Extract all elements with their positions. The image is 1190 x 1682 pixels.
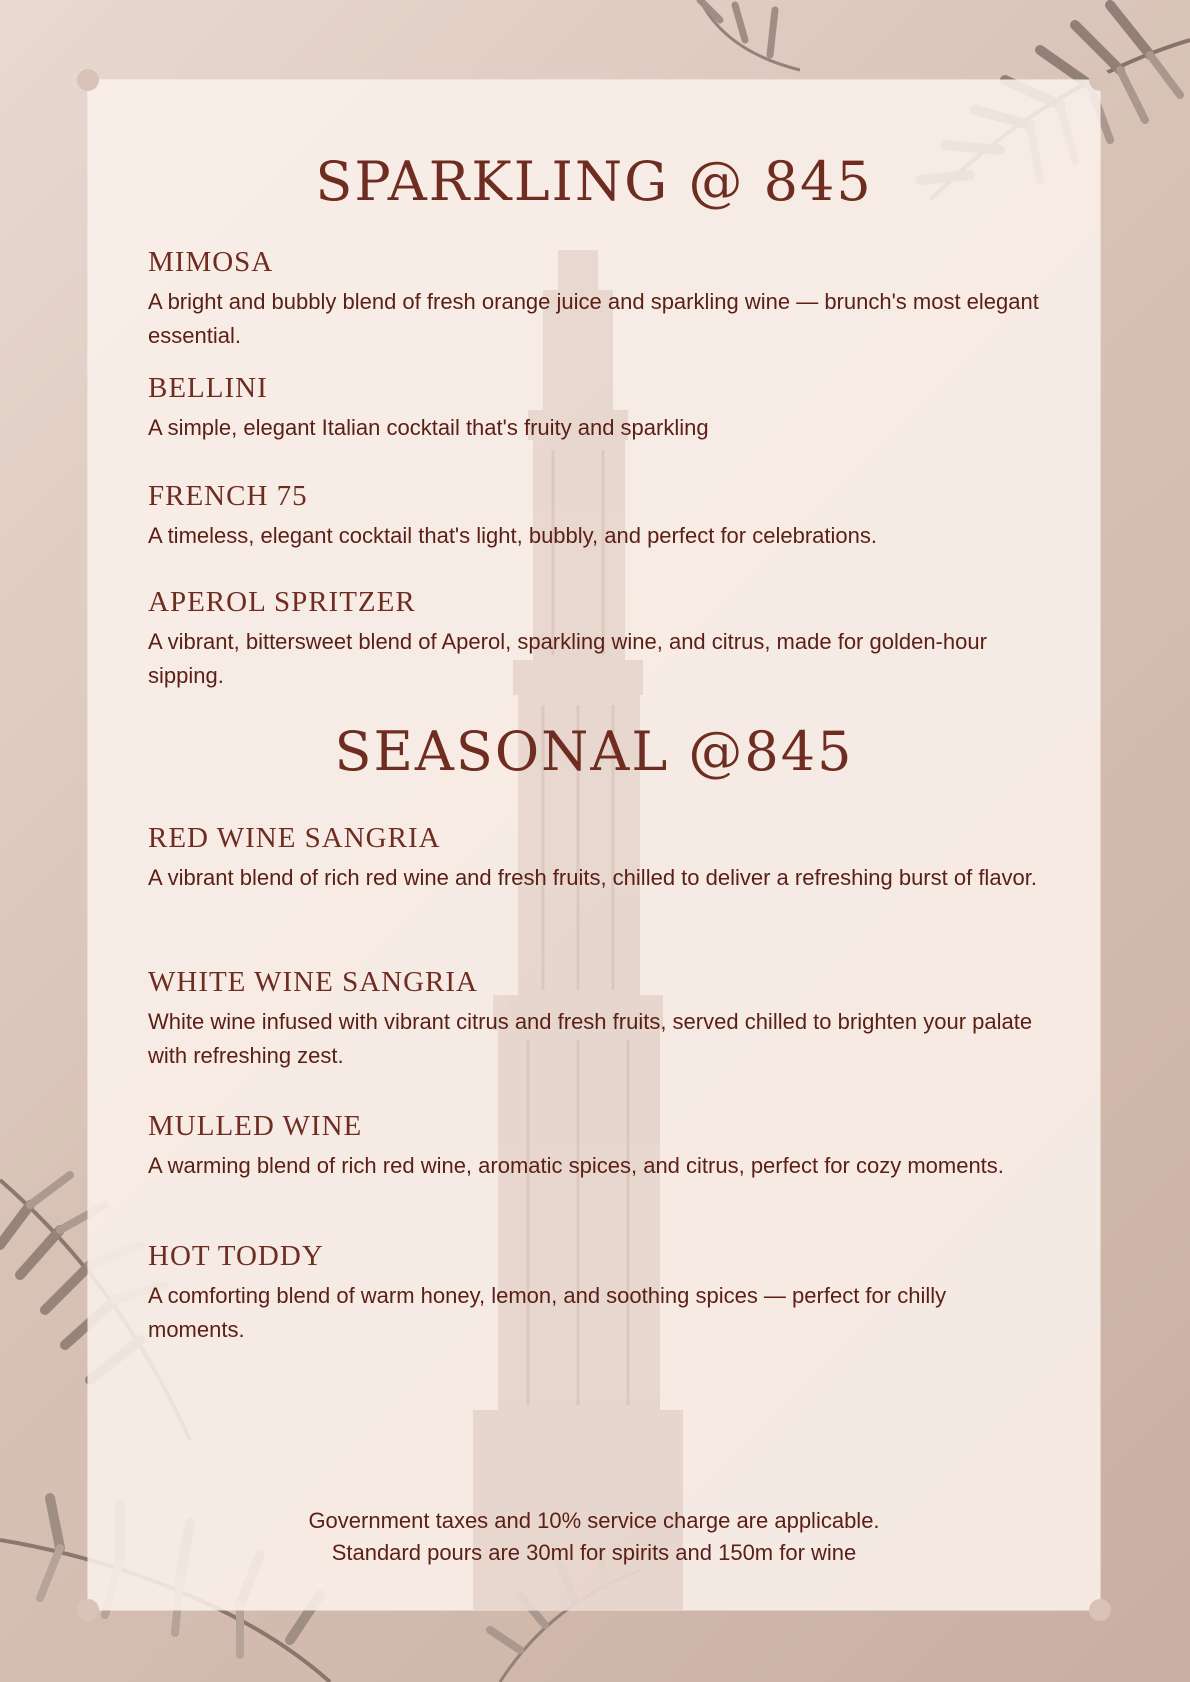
item-name: APEROL SPRITZER [148,586,416,618]
item-description: White wine infused with vibrant citrus and fresh fruits, served chilled to brighten your palate with refreshing zest. [148,1009,1033,1068]
menu-item [148,1240,1048,1347]
section-title-sparkling: SPARKLING @ 845 [315,150,873,213]
menu-item [148,246,1048,353]
footer-tax-note: Government taxes and 10% service charge are applicable. [308,1508,880,1533]
item-description: A timeless, elegant cocktail that's light, bubbly, and perfect for celebrations. [148,523,877,548]
footer-note [88,1505,1100,1569]
section-title-seasonal: SEASONAL @845 [334,720,854,783]
item-name: FRENCH 75 [148,480,308,512]
menu-item [148,586,1048,693]
item-name: BELLINI [148,372,268,404]
menu-card [88,80,1100,1610]
item-description: A warming blend of rich red wine, aromatic spices, and citrus, perfect for cozy moments. [148,1153,1004,1178]
menu-item [148,966,1048,1073]
item-name: WHITE WINE SANGRIA [148,966,478,998]
item-description: A vibrant blend of rich red wine and fresh fruits, chilled to deliver a refreshing burst of flavor. [148,865,1038,890]
item-name: MULLED WINE [148,1110,363,1142]
item-name: MIMOSA [148,246,274,278]
menu-content [88,80,1100,1610]
item-name: HOT TODDY [148,1240,324,1272]
menu-item [148,480,1048,553]
menu-item [148,1110,1048,1183]
item-description: A simple, elegant Italian cocktail that's fruity and sparkling [148,415,709,440]
item-description: A bright and bubbly blend of fresh orange juice and sparkling wine — brunch's most elegant essential. [148,289,1039,348]
menu-item [148,822,1048,895]
footer-pour-note: Standard pours are 30ml for spirits and 150m for wine [331,1540,857,1565]
item-name: RED WINE SANGRIA [148,822,441,854]
item-description: A vibrant, bittersweet blend of Aperol, sparkling wine, and citrus, made for golden-hour sipping. [148,629,987,688]
menu-item [148,372,1048,445]
item-description: A comforting blend of warm honey, lemon, and soothing spices — perfect for chilly moments. [148,1283,947,1342]
